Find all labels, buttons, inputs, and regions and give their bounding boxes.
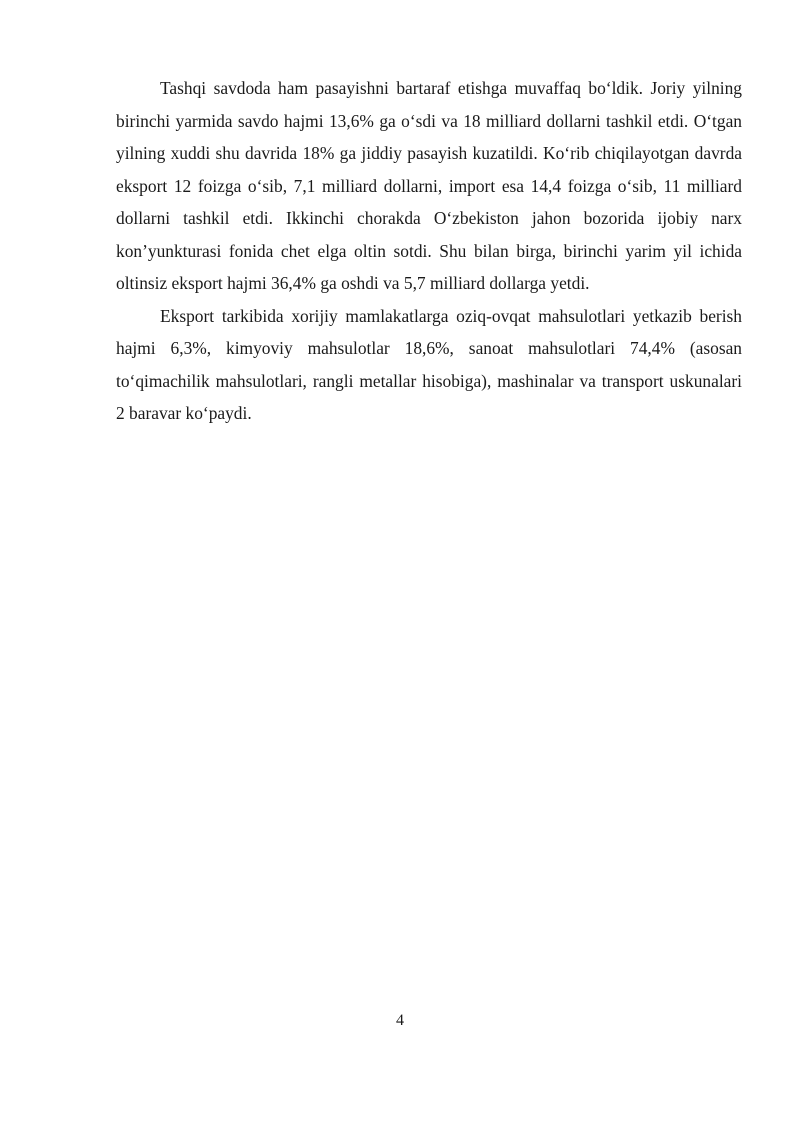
page-body (116, 72, 742, 430)
paragraph-foreign-trade: Tashqi savdoda ham pasayishni bartaraf etishga muvaffaq bo‘ldik. Joriy yilning birinchi yarmida savdo hajmi 13,6% ga o‘sdi va 18 milliard dollarni tashkil etdi. O‘tgan yilning xuddi shu davrida 18% ga jiddiy pasayish kuzatildi. Ko‘rib chiqilayotgan davrda eksport 12 foizga o‘sib, 7,1 milliard dollarni, import esa 14,4 foizga o‘sib, 11 milliard dollarni tashkil etdi. Ikkinchi chorakda O‘zbekiston jahon bozorida ijobiy narx kon’yunkturasi fonida chet elga oltin sotdi. Shu bilan birga, birinchi yarim yil ichida oltinsiz eksport hajmi 36,4% ga oshdi va 5,7 milliard dollarga yetdi. (116, 78, 742, 293)
page-number: 4 (396, 1012, 404, 1029)
paragraph-export-structure: Eksport tarkibida xorijiy mamlakatlarga oziq-ovqat mahsulotlari yetkazib berish hajmi 6,3%, kimyoviy mahsulotlar 18,6%, sanoat mahsulotlari 74,4% (asosan to‘qimachilik mahsulotlari, rangli metallar hisobiga), mashinalar va transport uskunalari 2 baravar ko‘paydi. (116, 305, 742, 423)
